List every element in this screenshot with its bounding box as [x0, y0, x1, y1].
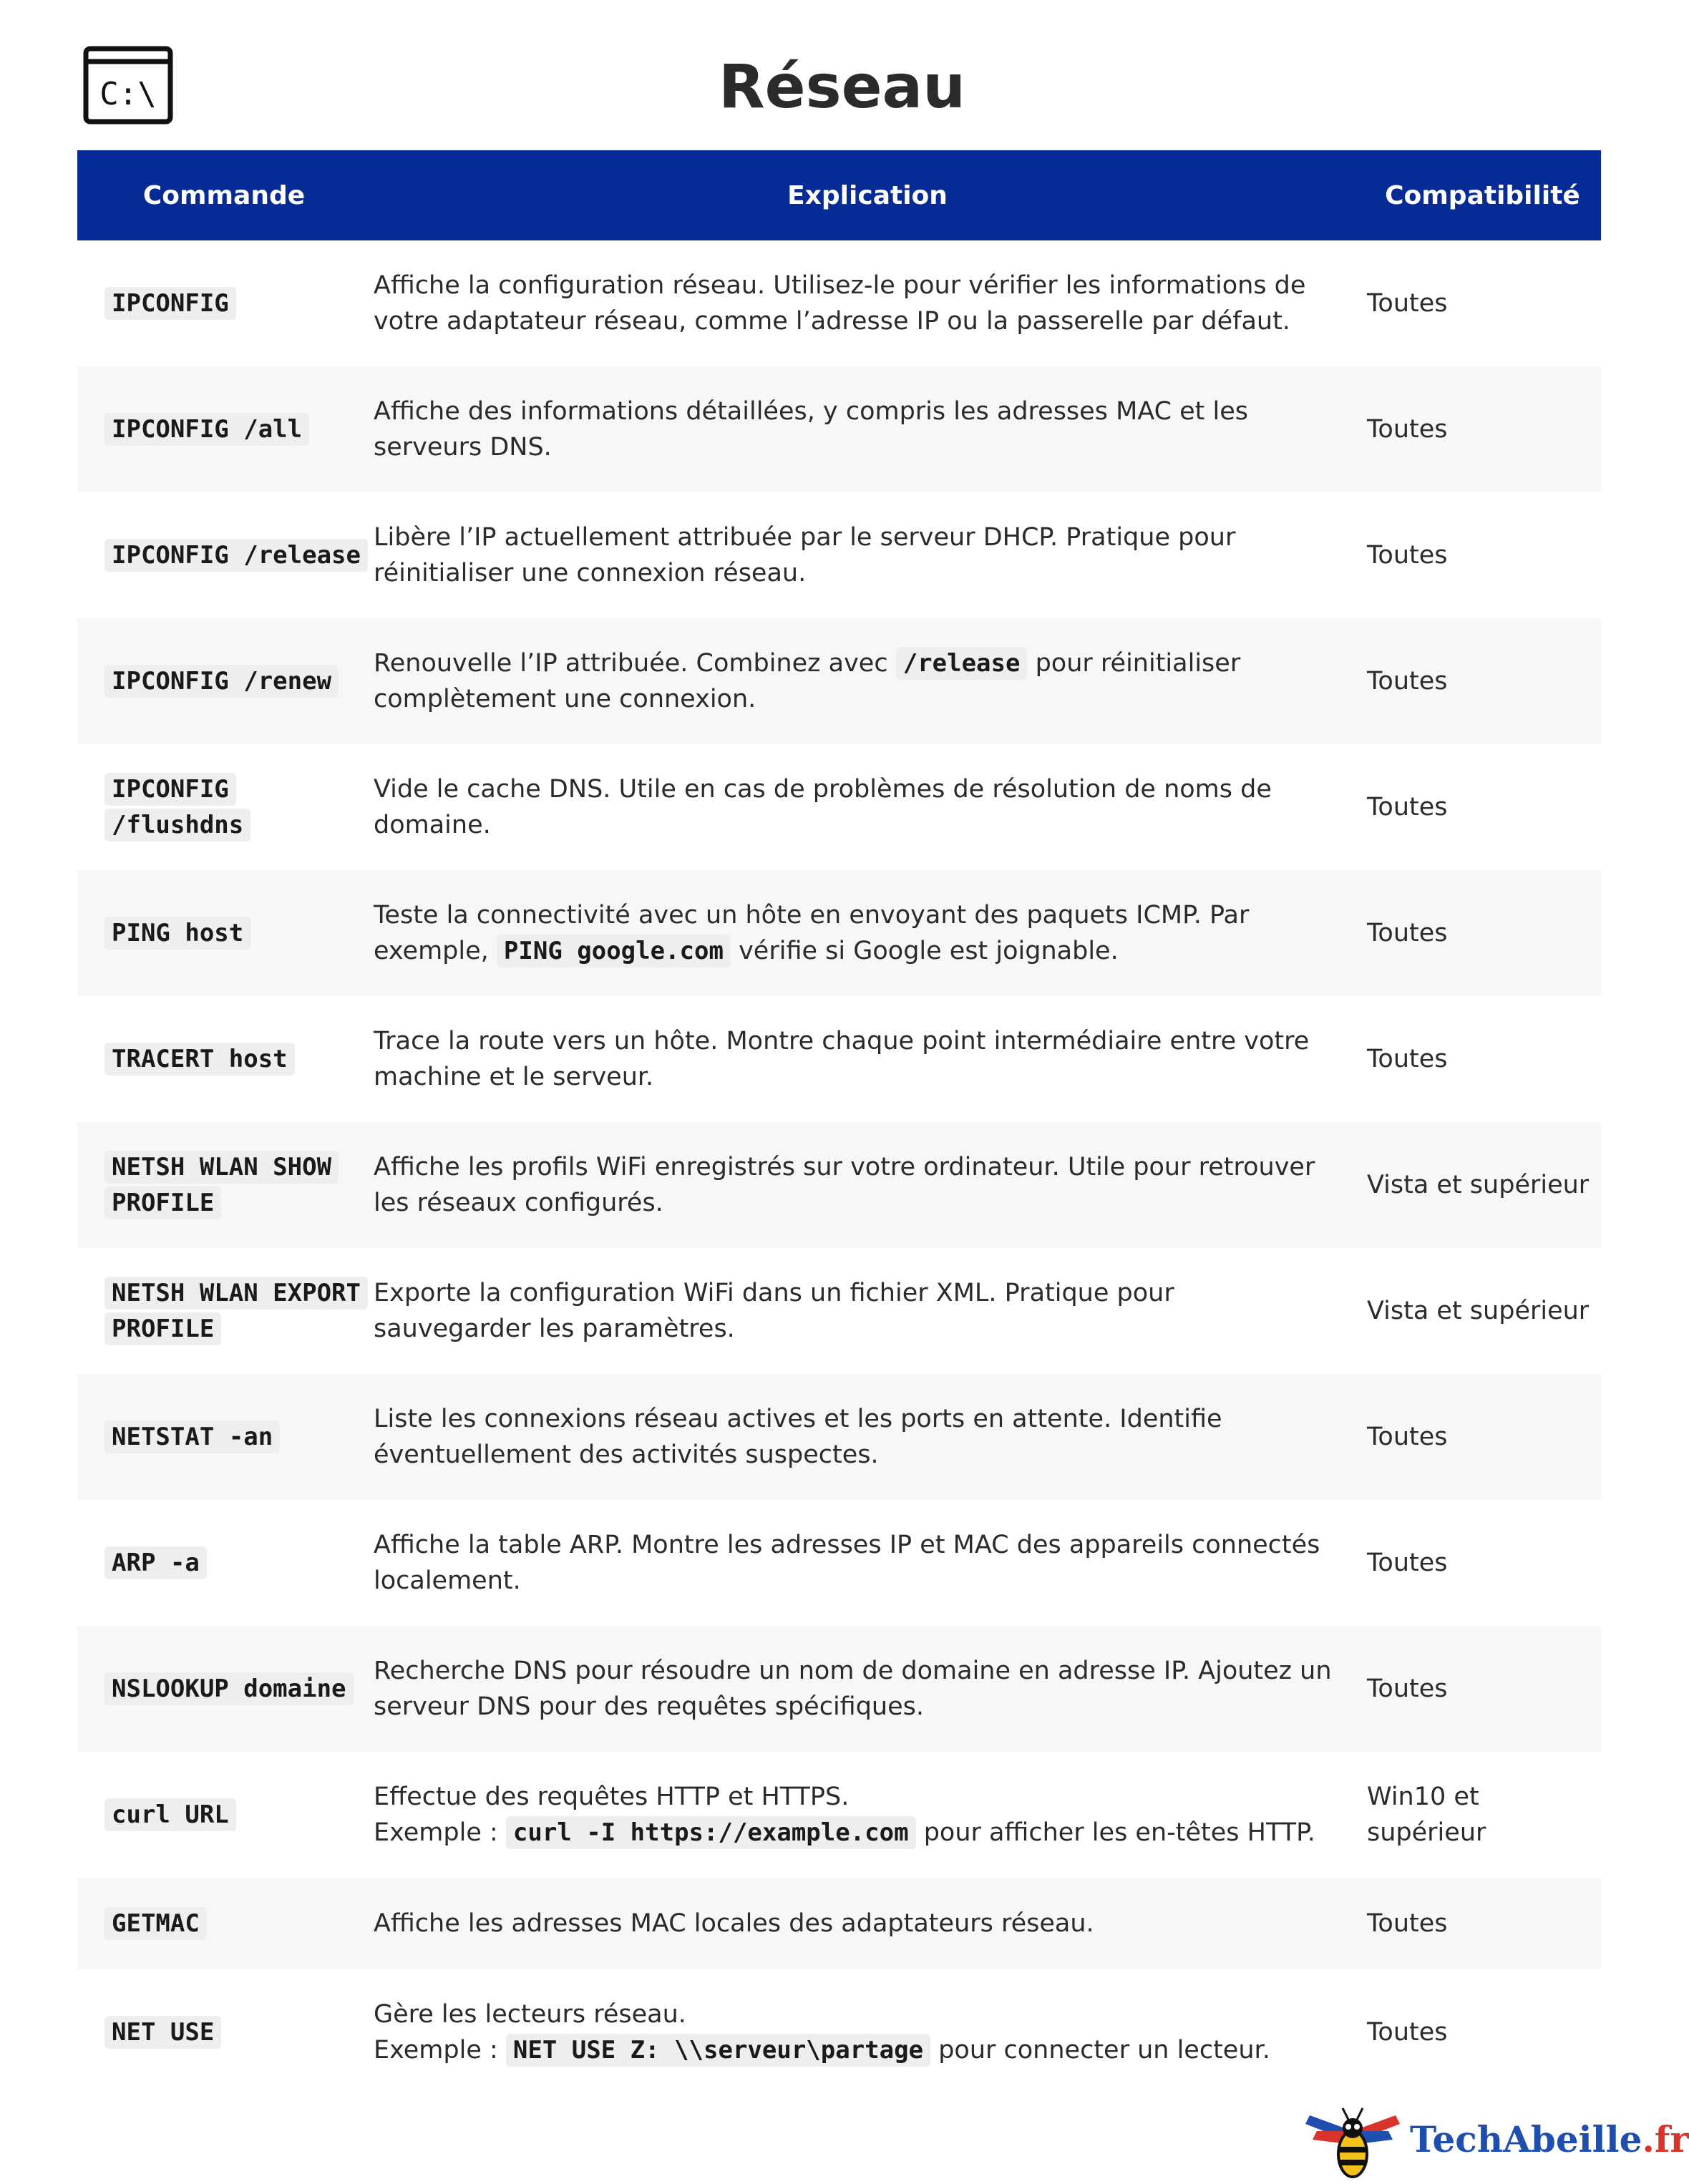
compatibility-cell: Toutes: [1367, 919, 1448, 947]
compatibility-cell: Toutes: [1367, 1674, 1448, 1703]
command-cell: [77, 663, 371, 699]
explanation-text: Affiche les profils WiFi enregistrés sur votre ordinateur. Utile pour retrouver les réseaux configurés.: [374, 1153, 1315, 1217]
table-row: [77, 1122, 1601, 1248]
explanation-text: Recherche DNS pour résoudre un nom de domaine en adresse IP. Ajoutez un serveur DNS pour des requêtes spécifiques.: [374, 1657, 1332, 1721]
table-row: [77, 240, 1601, 366]
compatibility-cell: Toutes: [1367, 289, 1448, 318]
command-cell: [77, 1545, 371, 1581]
explanation-cell: [371, 1275, 1364, 1347]
table-row: [77, 1500, 1601, 1626]
explanation-text: pour afficher les en-têtes HTTP.: [915, 1818, 1315, 1847]
compatibility-cell: Toutes: [1367, 1549, 1448, 1577]
table-row: [77, 492, 1601, 618]
brand-logo: [1303, 2102, 1689, 2181]
compatibility-cell: Win10 et supérieur: [1367, 1783, 1486, 1847]
explanation-cell: [371, 1997, 1364, 2068]
command-code: TRACERT host: [104, 1043, 295, 1076]
explanation-cell: [371, 394, 1364, 465]
inline-code: NET USE Z: \\serveur\partage: [506, 2034, 930, 2067]
table-row: [77, 996, 1601, 1122]
explanation-text: Liste les connexions réseau actives et les ports en attente. Identifie éventuellement des activités suspectes.: [374, 1405, 1222, 1469]
explanation-cell: [371, 1023, 1364, 1095]
column-header-explanation: Explication: [787, 180, 948, 210]
compatibility-cell: Toutes: [1367, 1423, 1448, 1451]
explanation-text: Trace la route vers un hôte. Montre chaque point intermédiaire entre votre machine et le serveur.: [374, 1027, 1310, 1091]
compatibility-cell: Toutes: [1367, 415, 1448, 444]
command-code: NETSH WLAN EXPORT PROFILE: [104, 1277, 368, 1345]
explanation-cell: [371, 897, 1364, 969]
command-cell: [77, 286, 371, 321]
command-code: GETMAC: [104, 1907, 207, 1940]
command-code: PING host: [104, 917, 250, 950]
compatibility-cell: Vista et supérieur: [1367, 1297, 1590, 1325]
command-code: ARP -a: [104, 1546, 207, 1579]
explanation-cell: [371, 1653, 1364, 1725]
explanation-cell: [371, 268, 1364, 339]
explanation-text: Exemple :: [374, 1818, 506, 1847]
command-code: NSLOOKUP domaine: [104, 1672, 354, 1705]
compatibility-cell: Toutes: [1367, 667, 1448, 696]
commands-table: [77, 150, 1601, 2095]
command-cell: [77, 1906, 371, 1941]
explanation-text: Teste la connectivité avec un hôte en envoyant des paquets ICMP. Par exemple,: [374, 901, 1250, 965]
explanation-cell: [371, 1527, 1364, 1599]
command-cell: [77, 1671, 371, 1707]
table-row: [77, 1374, 1601, 1500]
command-cell: [77, 1797, 371, 1833]
compatibility-cell: Toutes: [1367, 541, 1448, 570]
explanation-cell: [371, 1906, 1364, 1941]
logo-text: C:\: [99, 76, 157, 112]
compatibility-cell: Toutes: [1367, 793, 1448, 822]
inline-code: curl -I https://example.com: [506, 1816, 916, 1849]
table-row: [77, 366, 1601, 492]
bee-icon: [1303, 2102, 1403, 2181]
explanation-text: Affiche la table ARP. Montre les adresses IP et MAC des appareils connectés localement.: [374, 1531, 1320, 1595]
explanation-cell: [371, 1401, 1364, 1473]
command-code: IPCONFIG: [104, 287, 236, 320]
explanation-text: Libère l’IP actuellement attribuée par le serveur DHCP. Pratique pour réinitialiser une connexion réseau.: [374, 523, 1236, 588]
compatibility-cell: Toutes: [1367, 2018, 1448, 2047]
table-header: [77, 150, 1601, 240]
explanation-text: Affiche des informations détaillées, y compris les adresses MAC et les serveurs DNS.: [374, 397, 1249, 462]
command-code: NET USE: [104, 2016, 221, 2049]
explanation-text: Effectue des requêtes HTTP et HTTPS.: [374, 1783, 850, 1811]
explanation-text: Affiche les adresses MAC locales des adaptateurs réseau.: [374, 1909, 1094, 1938]
column-header-command: Commande: [142, 180, 306, 210]
explanation-cell: [371, 645, 1364, 717]
command-code: IPCONFIG /flushdns: [104, 773, 250, 842]
command-cell: [77, 2014, 371, 2050]
command-code: curl URL: [104, 1798, 236, 1831]
inline-code: /release: [896, 647, 1028, 680]
explanation-text: vérifie si Google est joignable.: [730, 937, 1119, 965]
command-code: NETSH WLAN SHOW PROFILE: [104, 1151, 339, 1219]
table-row: [77, 1752, 1601, 1878]
inline-code: PING google.com: [497, 935, 731, 967]
explanation-text: Affiche la configuration réseau. Utilisez-le pour vérifier les informations de votre adaptateur réseau, comme l’adresse IP ou la passerelle par défaut.: [374, 271, 1306, 336]
table-body: [77, 240, 1601, 2095]
brand-name: TechAbeille.fr: [1410, 2118, 1689, 2160]
table-row: [77, 1626, 1601, 1752]
command-code: IPCONFIG /all: [104, 413, 309, 446]
compatibility-cell: Toutes: [1367, 1045, 1448, 1073]
explanation-text: Exemple :: [374, 2036, 506, 2064]
table-row: [77, 1248, 1601, 1374]
command-cell: [77, 771, 371, 843]
explanation-cell: [371, 771, 1364, 843]
table-row: [77, 870, 1601, 996]
command-code: IPCONFIG /release: [104, 539, 368, 572]
table-row: [77, 744, 1601, 870]
command-code: IPCONFIG /renew: [104, 665, 339, 698]
command-code: NETSTAT -an: [104, 1420, 280, 1453]
explanation-text: Vide le cache DNS. Utile en cas de problèmes de résolution de noms de domaine.: [374, 775, 1272, 839]
command-cell: [77, 537, 371, 573]
page-title: Réseau: [718, 52, 966, 122]
explanation-text: pour réinitialiser complètement une connexion.: [374, 649, 1241, 713]
command-cell: [77, 1041, 371, 1077]
explanation-cell: [371, 1149, 1364, 1221]
command-cell: [77, 915, 371, 951]
explanation-text: Gère les lecteurs réseau.: [374, 2000, 686, 2029]
table-row: [77, 1969, 1601, 2095]
compatibility-cell: Toutes: [1367, 1909, 1448, 1938]
command-cell: [77, 411, 371, 447]
command-cell: [77, 1419, 371, 1455]
explanation-cell: [371, 1779, 1364, 1851]
command-cell: [77, 1149, 371, 1221]
column-header-compatibility: Compatibilité: [1385, 180, 1580, 210]
compatibility-cell: Vista et supérieur: [1367, 1171, 1590, 1199]
command-cell: [77, 1275, 371, 1347]
explanation-text: Renouvelle l’IP attribuée. Combinez avec: [374, 649, 896, 678]
table-row: [77, 1878, 1601, 1969]
explanation-text: Exporte la configuration WiFi dans un fichier XML. Pratique pour sauvegarder les paramètres.: [374, 1279, 1174, 1343]
explanation-text: pour connecter un lecteur.: [930, 2036, 1270, 2064]
explanation-cell: [371, 520, 1364, 591]
table-row: [77, 618, 1601, 744]
